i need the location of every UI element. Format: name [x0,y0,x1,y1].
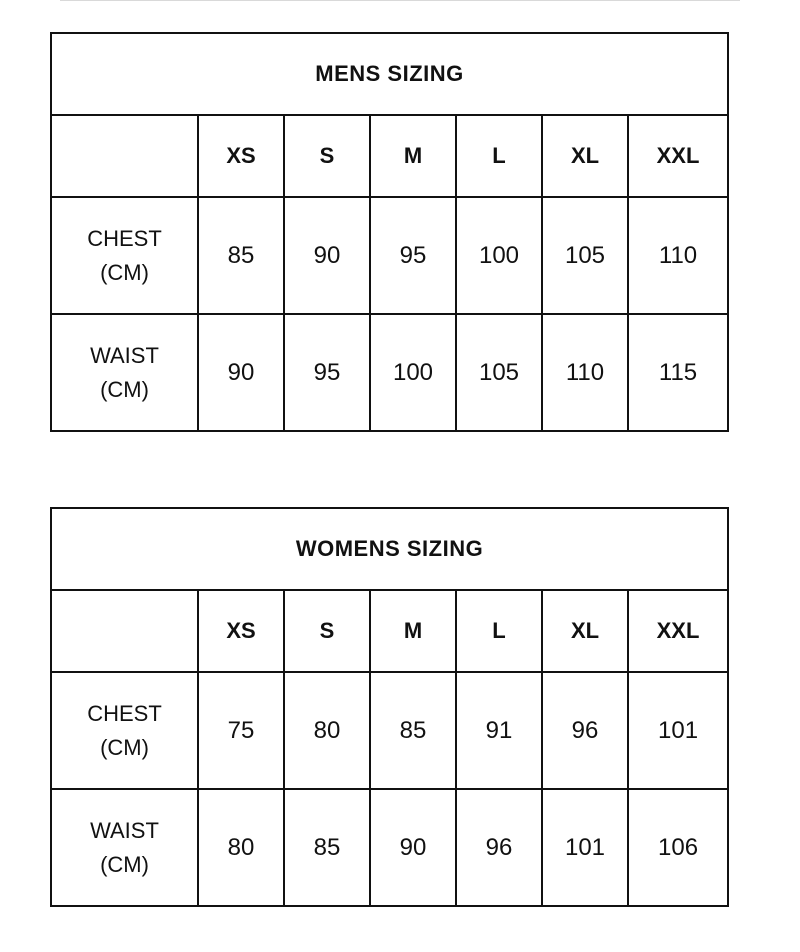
size-header: S [284,590,370,672]
row-label-unit: (CM) [100,734,149,760]
size-header: L [456,115,542,197]
table-cell: 91 [456,672,542,789]
size-header: XXL [628,115,728,197]
table-cell: 85 [198,197,284,314]
table-cell: 100 [456,197,542,314]
table-row-chest [51,197,728,314]
row-label-unit: (CM) [100,851,149,877]
size-header: XL [542,590,628,672]
row-label [51,672,198,789]
size-header-row [51,590,728,672]
size-header: M [370,590,456,672]
table-cell: 90 [198,314,284,431]
size-header: S [284,115,370,197]
row-label-unit: (CM) [100,376,149,402]
row-label [51,197,198,314]
table-cell: 105 [542,197,628,314]
table-cell: 90 [370,789,456,906]
size-header: L [456,590,542,672]
size-header-row [51,115,728,197]
table-cell: 115 [628,314,728,431]
table-cell: 101 [628,672,728,789]
empty-corner-cell [51,590,198,672]
table-cell: 106 [628,789,728,906]
table-row-chest [51,672,728,789]
size-header: XL [542,115,628,197]
row-label [51,314,198,431]
table-cell: 85 [284,789,370,906]
table-cell: 95 [284,314,370,431]
table-cell: 101 [542,789,628,906]
mens-sizing-table [50,32,729,432]
table-cell: 75 [198,672,284,789]
row-label-measure: CHEST [87,700,162,726]
row-label-measure: CHEST [87,225,162,251]
size-header: M [370,115,456,197]
table-title: WOMENS SIZING [51,508,728,590]
size-header: XXL [628,590,728,672]
table-cell: 80 [284,672,370,789]
table-cell: 90 [284,197,370,314]
empty-corner-cell [51,115,198,197]
size-header: XS [198,590,284,672]
row-label-unit: (CM) [100,259,149,285]
top-divider [60,0,740,1]
table-cell: 85 [370,672,456,789]
size-header: XS [198,115,284,197]
table-cell: 100 [370,314,456,431]
table-row-waist [51,789,728,906]
row-label-measure: WAIST [90,817,159,843]
row-label-measure: WAIST [90,342,159,368]
table-cell: 95 [370,197,456,314]
row-label [51,789,198,906]
womens-sizing-table [50,507,729,907]
table-cell: 110 [542,314,628,431]
table-cell: 80 [198,789,284,906]
table-title: MENS SIZING [51,33,728,115]
table-cell: 96 [542,672,628,789]
table-row-waist [51,314,728,431]
table-cell: 105 [456,314,542,431]
table-cell: 110 [628,197,728,314]
table-cell: 96 [456,789,542,906]
